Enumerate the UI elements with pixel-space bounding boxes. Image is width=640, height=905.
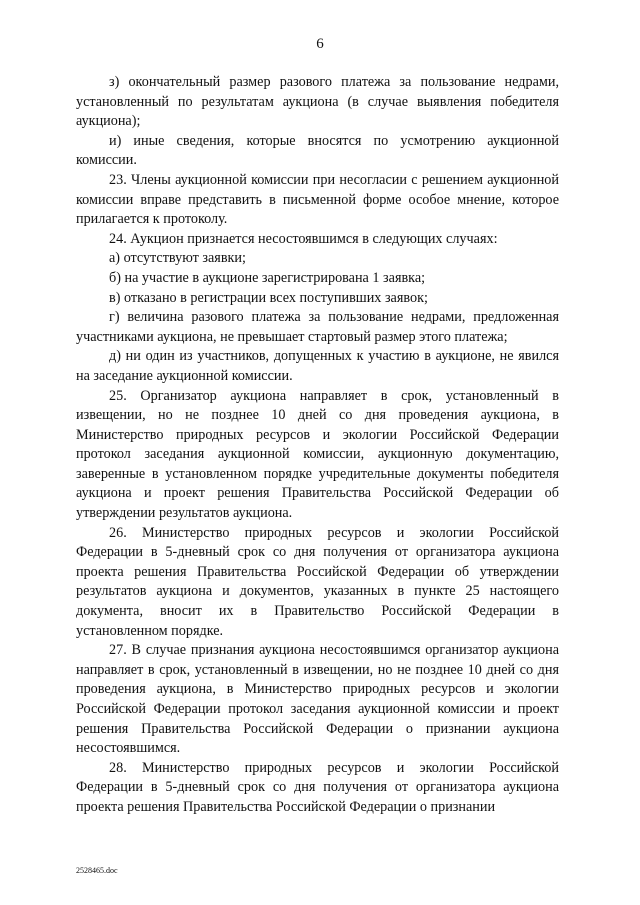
paragraph-24-item-v: в) отказано в регистрации всех поступивших заявок; xyxy=(109,289,428,306)
paragraph-27: 27. В случае признания аукциона несостоявшимся организатор аукциона направляет в срок, установленный в извещении, но не позднее 10 дней со дня проведения аукциона, в Министерство природных ресурсов и экологии Российской Федерации протокол заседания аукционной комиссии и проект решения Правительства Российской Федерации о признании аукциона несостоявшимся. xyxy=(76,642,559,757)
paragraph-26: 26. Министерство природных ресурсов и экологии Российской Федерации в 5-дневный срок со дня получения от организатора аукциона проекта решения Правительства Российской Федерации об утверждении результатов аукциона и документов, указанных в пункте 25 настоящего документа, вносит их в Правительство Российской Федерации в установленном порядке. xyxy=(76,524,559,639)
paragraph-28: 28. Министерство природных ресурсов и экологии Российской Федерации в 5-дневный срок со дня получения от организатора аукциона проекта решения Правительства Российской Федерации о признании xyxy=(76,759,559,815)
paragraph-24-item-b: б) на участие в аукционе зарегистрирована 1 заявка; xyxy=(109,269,426,286)
paragraph-24-item-g: г) величина разового платежа за пользование недрами, предложенная участниками аукциона, не превышает стартовый размер этого платежа; xyxy=(76,309,559,345)
paragraph-23: 23. Члены аукционной комиссии при несогласии с решением аукционной комиссии вправе представить в письменной форме особое мнение, которое прилагается к протоколу. xyxy=(76,171,559,228)
page-number: 6 xyxy=(316,36,324,52)
document-body xyxy=(76,73,559,818)
paragraph-25: 25. Организатор аукциона направляет в срок, установленный в извещении, но не позднее 10 дней со дня проведения аукциона, в Министерство природных ресурсов и экологии Российской Федерации протокол заседания аукционной комиссии, аукционную документацию, заверенные в установленном порядке учредительные документы победителя аукциона и проект решения Правительства Российской Федерации об утверждении результатов аукциона. xyxy=(76,387,559,522)
footer-doc-id: 2528465.doc xyxy=(76,866,118,875)
paragraph-24-item-a: а) отсутствуют заявки; xyxy=(109,250,246,267)
paragraph-24-item-d: д) ни один из участников, допущенных к участию в аукционе, не явился на заседание аукционной комиссии. xyxy=(76,348,559,384)
paragraph-24: 24. Аукцион признается несостоявшимся в следующих случаях: xyxy=(109,230,498,247)
paragraph-item-z: з) окончательный размер разового платежа за пользование недрами, установленный по результатам аукциона (в случае выявления победителя аукциона); xyxy=(76,74,559,130)
paragraph-item-i: и) иные сведения, которые вносятся по усмотрению аукционной комиссии. xyxy=(76,132,559,169)
